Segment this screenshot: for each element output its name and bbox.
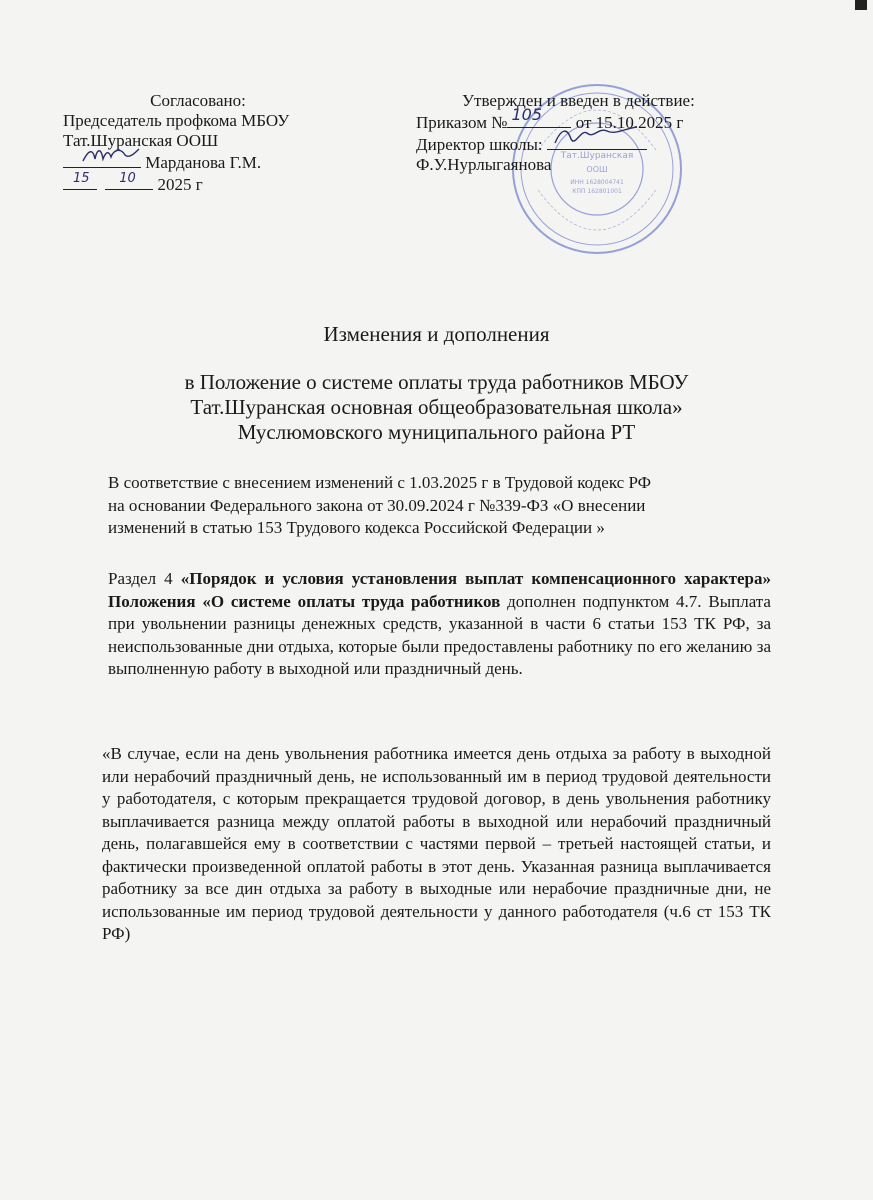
handwritten-month: 10 [119, 171, 136, 186]
school-name: Тат.Шуранская ООШ [63, 131, 219, 150]
approval-block-left [63, 91, 363, 195]
svg-text:Тат.Шуранская: Тат.Шуранская [560, 151, 634, 161]
document-subtitle [0, 370, 873, 445]
section-body: дополнен подпунктом 4.7. Выплата при увольнении разницы денежных средств, указанной в части 6 статьи 153 ТК РФ, за неиспользованные дни отдыха, которые были предоставлены работнику по его желанию за выполненную работу в выходной или праздничный день. [108, 591, 771, 678]
director-signature-field [547, 133, 647, 150]
document-title: Изменения и дополнения [323, 322, 550, 346]
handwritten-day: 15 [73, 171, 90, 186]
chair-position: Председатель профкома МБОУ [63, 111, 290, 130]
quote-paragraph: «В случае, если на день увольнения работника имеется день отдыха за работу в выходной или нерабочий праздничный день, не использованный им в период трудовой деятельности у работодателя, с которым прекращается трудовой договор, в день увольнения работнику выплачивается разница между оплатой работы в выходной или нерабочий праздничный день, полагавшейся ему в соответствии с частями первой – третьей настоящей статьи, и фактически произведенной оплатой работы в этот день. Указанная разница выплачивается работнику за все дин отдыха за работу в выходные или нерабочие праздничные дни, не использованные им период трудовой деятельности у данного работодателя (ч.6 ст 153 ТК РФ) [102, 744, 771, 943]
order-date: от 15.10.2025 г [575, 113, 684, 132]
subtitle-line-1: в Положение о системе оплаты труда работников МБОУ [184, 370, 689, 394]
intro-line-3: изменений в статью 153 Трудового кодекса Российской Федерации » [108, 518, 605, 537]
subtitle-line-3: Муслюмовского муниципального района РТ [237, 420, 636, 444]
svg-text:ИНН 1628004741: ИНН 1628004741 [570, 179, 624, 186]
intro-line-1: В соответствие с внесением изменений с 1.03.2025 г в Трудовой кодекс РФ [108, 473, 652, 492]
director-position-line [416, 133, 756, 155]
director-position: Директор школы: [416, 135, 543, 154]
month-field [105, 173, 153, 190]
date-line [63, 173, 363, 195]
director-signature [551, 123, 641, 149]
approval-block-right [416, 91, 756, 175]
signature-line [63, 151, 363, 173]
section-paragraph [108, 568, 771, 681]
scan-corner-mark [855, 0, 867, 10]
svg-text:КПП 162801001: КПП 162801001 [572, 188, 622, 195]
day-field [63, 173, 97, 190]
approval-heading: Согласовано: [150, 91, 246, 110]
svg-text:ООШ: ООШ [586, 165, 608, 174]
chair-signature [81, 145, 141, 167]
order-prefix: Приказом № [416, 113, 508, 132]
approved-heading: Утвержден и введен в действие: [462, 91, 695, 110]
subtitle-line-2: Тат.Шуранская основная общеобразовательная школа» [190, 395, 683, 419]
director-name: Ф.У.Нурлыгаянова [416, 155, 552, 174]
section-prefix: Раздел 4 [108, 569, 181, 588]
intro-paragraph [108, 472, 763, 540]
handwritten-order-number: 105 [511, 105, 542, 124]
intro-line-2: на основании Федерального закона от 30.09.2024 г №339-ФЗ «О внесении [108, 495, 646, 515]
chair-name: Марданова Г.М. [145, 153, 262, 172]
section-bold-title: «Порядок и условия установления выплат компенсационного характера» Положения «О системе оплаты труда работников [108, 569, 771, 611]
signature-field [63, 151, 141, 168]
approval-year: 2025 г [157, 175, 203, 194]
